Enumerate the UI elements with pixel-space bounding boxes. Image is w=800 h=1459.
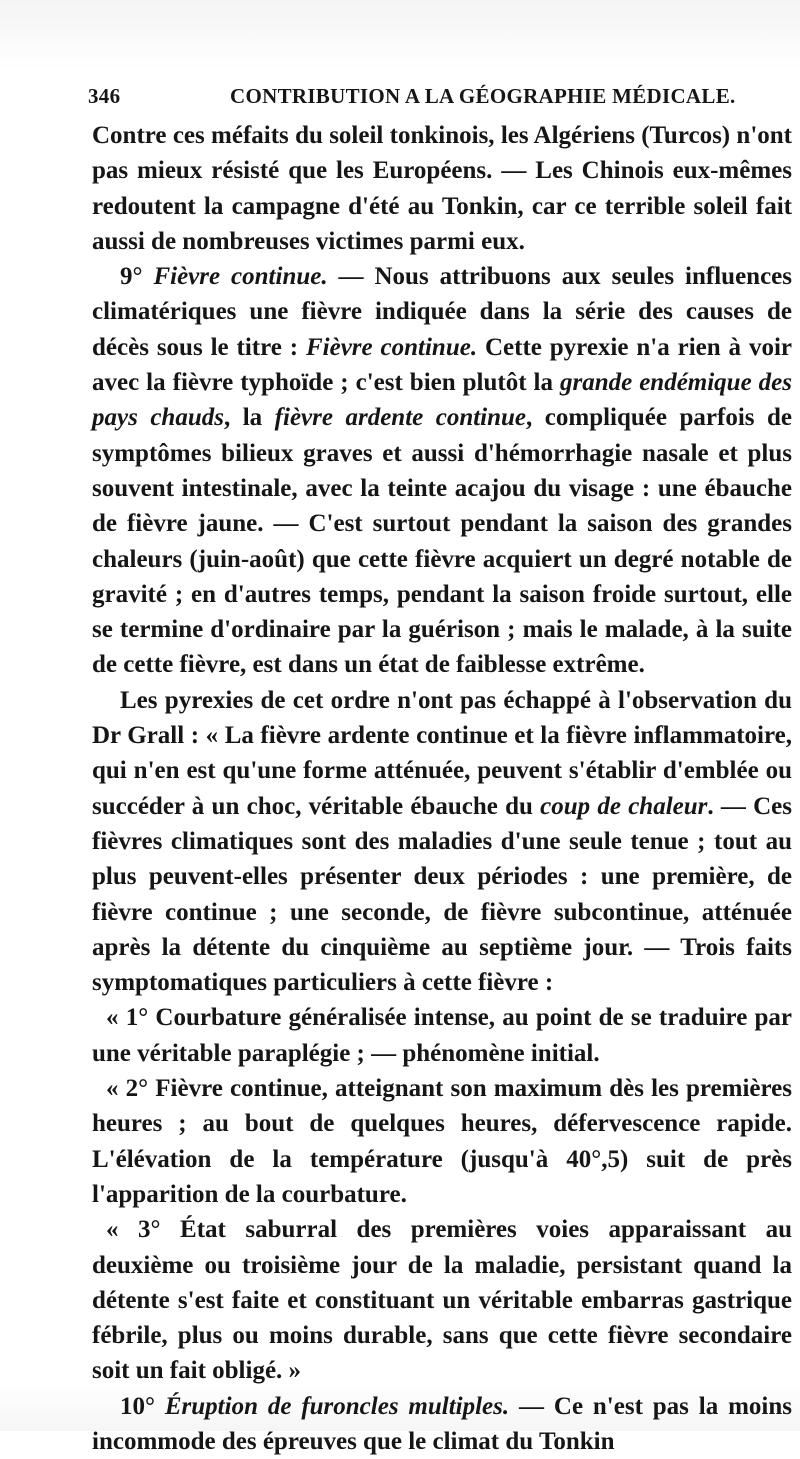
paragraph-7	[92, 1389, 792, 1459]
paragraph-3-text-2: . — Ces fièvres climatiques sont des maladies d'une seule tenue ; tout au plus peuvent-elles présenter deux périodes : une première, de fièvre continue ; une seconde, de fièvre subcontinue, atténuée après la détente du cinquième au septième jour. — Trois faits symptomatiques particuliers à cette fièvre :	[92, 792, 793, 997]
paragraph-2-text-2: Cette pyrexie n'a rien à voir avec la fièvre typhoïde ; c'est bien plutôt la	[92, 333, 792, 397]
quote-item-1-text: « 1° Courbature généralisée intense, au point de se traduire par une véritable paraplégie ; — phénomène initial.	[92, 1004, 792, 1067]
paragraph-1-text: Contre ces méfaits du soleil tonkinois, les Algériens (Turcos) n'ont pas mieux résisté que les Européens. — Les Chinois eux-mêmes redoutent la campagne d'été au Tonkin, car ce terrible soleil fait aussi de nombreuses victimes parmi eux.	[92, 122, 792, 255]
page-header	[88, 84, 788, 114]
paragraph-2-text-3: , la	[223, 404, 275, 432]
section-9-heading: Fièvre continue.	[153, 263, 328, 291]
running-title: CONTRIBUTION A LA GÉOGRAPHIE MÉDICALE.	[230, 84, 736, 108]
paragraph-2-italic-2: grande endémique des pays chauds	[92, 369, 792, 432]
page-number: 346	[88, 84, 121, 108]
section-9-number: 9°	[120, 263, 154, 291]
paragraph-2	[92, 259, 792, 683]
quote-item-3	[92, 1212, 792, 1388]
paragraph-7-text: — Ce n'est pas la moins incommode des épreuves que le climat du Tonkin	[92, 1392, 793, 1455]
paragraph-3-text-1: Les pyrexies de cet ordre n'ont pas échappé à l'observation du Dr Grall : « La fièvre ardente continue et la fièvre inflammatoire, qui n'en est qu'une forme atténuée, peuvent s'établir d'emblée ou succéder à un choc, véritable ébauche du	[92, 686, 792, 820]
paragraph-2-text-1: — Nous attribuons aux seules influences climatériques une fièvre indiquée dans la série des causes de décès sous le titre :	[92, 263, 792, 361]
paragraph-3-italic-1: coup de chaleur	[540, 792, 708, 820]
section-10-heading: Éruption de furoncles multiples.	[164, 1392, 510, 1420]
quote-item-3-text: « 3° État saburral des premières voies apparaissant au deuxième ou troisième jour de la maladie, persistant quand la détente s'est faite et constituant un véritable embarras gastrique fébrile, plus ou moins durable, sans que cette fièvre secondaire soit un fait obligé. »	[92, 1216, 792, 1385]
paragraph-3	[92, 683, 792, 1001]
section-10-number: 10°	[120, 1392, 165, 1420]
paragraph-1	[92, 118, 792, 259]
quote-item-2-text: « 2° Fièvre continue, atteignant son maximum dès les premières heures ; au bout de quelques heures, défervescence rapide. L'élévation de la température (jusqu'à 40°,5) suit de près l'apparition de la courbature.	[92, 1075, 792, 1208]
quote-item-1	[92, 1000, 792, 1071]
paragraph-2-text-4: , compliquée parfois de symptômes bilieux graves et aussi d'hémorrhagie nasale et plus souvent intestinale, avec la teinte acajou du visage : une ébauche de fièvre jaune. — C'est surtout pendant la saison des grandes chaleurs (juin-août) que cette fièvre acquiert un degré notable de gravité ; en d'autres temps, pendant la saison froide surtout, elle se termine d'ordinaire par la guérison ; mais le malade, à la suite de cette fièvre, est dans un état de faiblesse extrême.	[92, 404, 792, 679]
paragraph-2-italic-1: Fièvre continue.	[305, 333, 478, 361]
paragraph-2-italic-3: fièvre ardente continue	[274, 404, 527, 432]
body-text	[92, 118, 792, 1459]
quote-item-2	[92, 1071, 792, 1212]
